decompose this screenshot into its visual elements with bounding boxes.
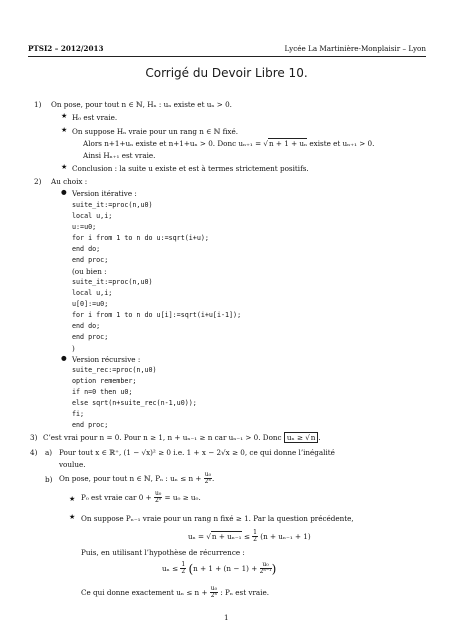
bullet-dot-icon: ● bbox=[61, 188, 67, 196]
frac-denominator: 2⁰ bbox=[154, 497, 162, 505]
fraction-u0-over-20 bbox=[154, 491, 162, 505]
q4a-text-2: voulue. bbox=[59, 460, 86, 469]
code-line: u[0]:=u0; bbox=[72, 300, 109, 308]
frac-numerator: u₀ bbox=[154, 490, 162, 497]
bullet-dot-icon: ● bbox=[61, 354, 67, 362]
fraction-one-half bbox=[252, 530, 258, 544]
q4b-b1-text-b: = u₀ ≥ u₀. bbox=[162, 493, 201, 503]
eq1-mid: ≤ bbox=[241, 532, 253, 542]
q2-intro: Au choix : bbox=[51, 177, 88, 186]
q1-b2-text-a: Alors n+1+uₙ existe et n+1+uₙ > 0. Donc uₙ₊₁ = √ bbox=[83, 139, 268, 148]
code-line: local u,i; bbox=[72, 212, 113, 220]
q1-bullet-3: Conclusion : la suite u existe et est à termes strictement positifs. bbox=[72, 164, 309, 173]
star-bullet-icon: ★ bbox=[69, 513, 76, 521]
left-paren: ( bbox=[188, 561, 194, 576]
eq1-sqrt: n + uₙ₋₁ bbox=[211, 532, 242, 542]
page-title: Corrigé du Devoir Libre 10. bbox=[145, 66, 308, 80]
q4b-intro bbox=[59, 472, 214, 486]
frac-numerator: 1 bbox=[181, 561, 186, 568]
code-line: suite_it:=proc(n,u0) bbox=[72, 278, 153, 286]
code-line: local u,i; bbox=[72, 289, 113, 297]
q4-number: 4) bbox=[30, 448, 38, 457]
frac-denominator: 2ⁿ bbox=[210, 592, 218, 600]
frac-denominator: 2ⁿ bbox=[204, 478, 212, 486]
star-bullet-icon: ★ bbox=[69, 495, 76, 503]
page-number: 1 bbox=[224, 613, 229, 622]
code-line: for i from 1 to n do u[i]:=sqrt(i+u[i-1]); bbox=[72, 311, 242, 319]
star-bullet-icon: ★ bbox=[61, 112, 68, 120]
fraction-one-half bbox=[180, 562, 186, 576]
q2-number: 2) bbox=[34, 177, 42, 186]
q3-boxed-sqrt: n bbox=[310, 433, 316, 442]
q1-bullet-2-line-3: Ainsi Hₙ₊₁ est vraie. bbox=[83, 151, 156, 160]
q3-number: 3) bbox=[30, 433, 38, 442]
q4b-b1-text-a: P₀ est vraie car 0 + bbox=[81, 493, 152, 503]
q1-b2-sqrt: n + 1 + uₙ bbox=[268, 139, 308, 148]
q2-recursive-label: Version récursive : bbox=[72, 355, 141, 364]
q4b-hypothesis-line: Puis, en utilisant l’hypothèse de récurrence : bbox=[81, 548, 245, 557]
fraction-u0-over-2n-1 bbox=[260, 562, 272, 576]
q2-iterative-label: Version itérative : bbox=[72, 189, 137, 198]
right-paren: ) bbox=[271, 561, 277, 576]
code-line: end do; bbox=[72, 322, 101, 330]
q3-line bbox=[43, 434, 321, 441]
code-line: end do; bbox=[72, 245, 101, 253]
q3-boxed-lhs: uₙ ≥ √ bbox=[286, 433, 310, 442]
q1-bullet-1: H₀ est vraie. bbox=[72, 113, 118, 122]
q3-boxed-result bbox=[284, 432, 319, 443]
code-line: for i from 1 to n do u:=sqrt(i+u); bbox=[72, 234, 209, 242]
header-rule bbox=[28, 56, 426, 57]
q2-close-paren: ) bbox=[72, 344, 75, 353]
concl-text-a: Ce qui donne exactement uₙ ≤ n + bbox=[81, 588, 208, 598]
frac-numerator: u₀ bbox=[204, 471, 211, 478]
fraction-u0-over-2n bbox=[204, 471, 215, 486]
frac-numerator: 1 bbox=[253, 529, 257, 536]
q3-text: C’est vrai pour n = 0. Pour n ≥ 1, n + uₙ₋₁ ≥ n car uₙ₋₁ > 0. Donc bbox=[43, 433, 282, 442]
eq1-lhs: uₙ = √ bbox=[188, 532, 211, 542]
code-line: end proc; bbox=[72, 421, 109, 429]
q4b-intro-end: . bbox=[211, 474, 215, 484]
code-line: suite_rec:=proc(n,u0) bbox=[72, 366, 157, 374]
code-line: end proc; bbox=[72, 333, 109, 341]
frac-denominator: 2 bbox=[181, 568, 186, 576]
q1-number: 1) bbox=[34, 100, 42, 109]
q1-intro: On pose, pour tout n ∈ ℕ, Hₙ : uₙ existe et uₙ > 0. bbox=[51, 100, 232, 109]
frac-denominator: 2 bbox=[253, 536, 257, 544]
code-line: if n=0 then u0; bbox=[72, 388, 133, 396]
star-bullet-icon: ★ bbox=[61, 163, 68, 171]
q1-bullet-2: On suppose Hₙ vraie pour un rang n ∈ ℕ fixé. bbox=[72, 127, 238, 136]
q4b-intro-text: On pose, pour tout n ∈ ℕ, Pₙ : uₙ ≤ n + bbox=[59, 474, 202, 484]
header-school: Lycée La Martinière-Monplaisir – Lyon bbox=[284, 44, 426, 53]
frac-numerator: u₀ bbox=[260, 562, 272, 569]
q1-bullet-2-line-2 bbox=[83, 140, 374, 147]
eq2-lhs: uₙ ≤ bbox=[162, 564, 179, 574]
code-line: option remember; bbox=[72, 377, 137, 385]
code-line: end proc; bbox=[72, 256, 109, 264]
q4b-label: b) bbox=[45, 475, 53, 484]
q4a-label: a) bbox=[45, 448, 53, 457]
concl-text-b: : Pₙ est vraie. bbox=[218, 588, 270, 598]
code-line: u:=u0; bbox=[72, 223, 97, 231]
q3-end: . bbox=[318, 433, 321, 442]
q4b-conclusion bbox=[81, 586, 269, 600]
header-course: PTSI2 – 2012/2013 bbox=[28, 44, 104, 53]
q4b-equation-2 bbox=[162, 562, 276, 576]
q4b-bullet-1 bbox=[81, 491, 201, 505]
code-line: suite_it:=proc(n,u0) bbox=[72, 201, 153, 209]
code-line: else sqrt(n+suite_rec(n-1,u0)); bbox=[72, 399, 197, 407]
star-bullet-icon: ★ bbox=[61, 126, 68, 134]
eq1-rhs: (n + uₙ₋₁ + 1) bbox=[260, 532, 311, 542]
eq2-body: n + 1 + (n − 1) + bbox=[193, 564, 258, 574]
fraction-u0-over-2n bbox=[210, 586, 218, 600]
code-line: fi; bbox=[72, 410, 85, 418]
q1-b2-text-b: existe et uₙ₊₁ > 0. bbox=[307, 139, 375, 148]
frac-numerator: u₀ bbox=[210, 585, 218, 592]
q4b-equation-1 bbox=[188, 530, 311, 544]
frac-denominator: 2ⁿ⁻¹ bbox=[259, 568, 272, 576]
q2-or-label: (ou bien : bbox=[72, 267, 107, 276]
q4a-text-1: Pour tout x ∈ ℝ⁺, (1 − √x)² ≥ 0 i.e. 1 + x − 2√x ≥ 0, ce qui donne l’inégalité bbox=[59, 448, 335, 457]
q4b-bullet-2: On suppose Pₙ₋₁ vraie pour un rang n fixé ≥ 1. Par la question précédente, bbox=[81, 514, 354, 523]
